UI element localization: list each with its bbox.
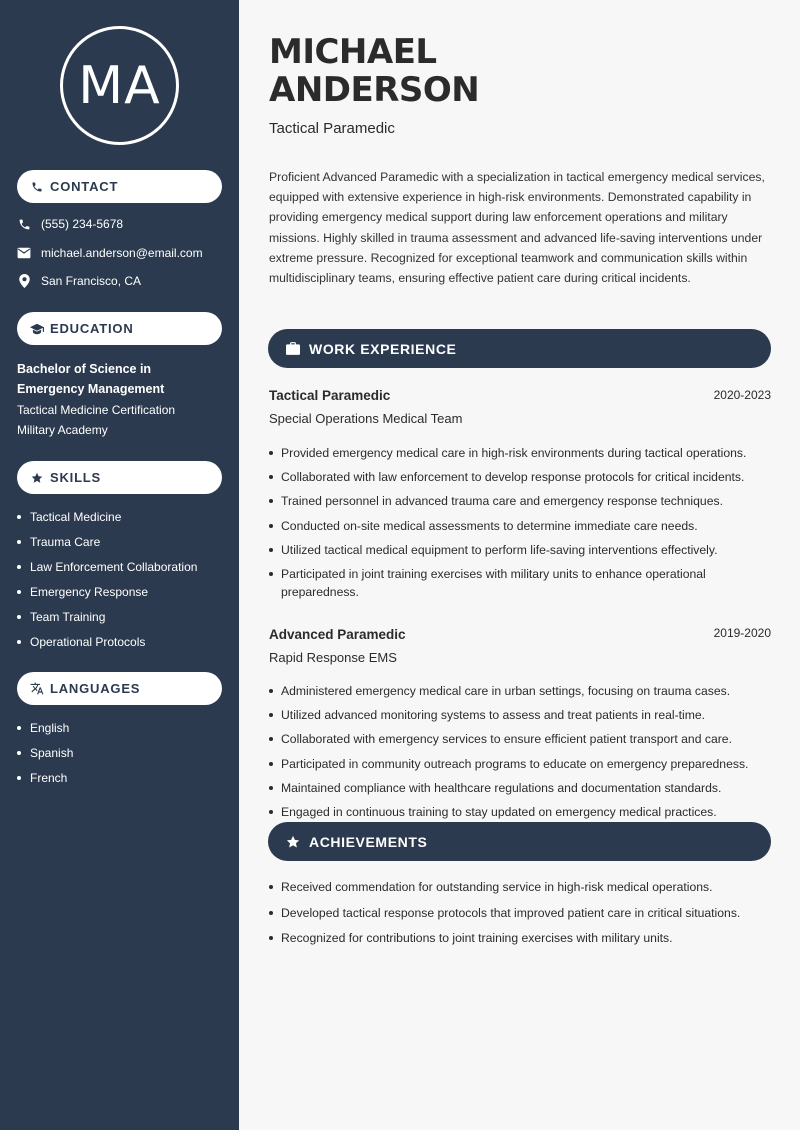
job-organization: Special Operations Medical Team: [269, 411, 463, 426]
job-title: Tactical Paramedic: [269, 120, 395, 137]
list-item: Utilized tactical medical equipment to perform life-saving interventions effectively.: [269, 541, 779, 559]
languages-heading: LANGUAGES: [50, 681, 141, 696]
education-heading: EDUCATION: [50, 321, 134, 336]
translate-icon: [30, 682, 44, 696]
star-icon: [30, 471, 44, 485]
list-item: Recognized for contributions to joint training exercises with military units.: [269, 929, 779, 947]
list-item: Received commendation for outstanding service in high-risk medical operations.: [269, 878, 779, 896]
list-item: Developed tactical response protocols that improved patient care in critical situations.: [269, 904, 779, 922]
profile-summary: Proficient Advanced Paramedic with a specialization in tactical emergency medical services, equipped with extensive experience in high-risk environments. Demonstrated capability in providing emergency medical support during law enforcement operations and military missions. Highly skilled in trauma assessment and advanced life-saving interventions under extreme pressure. Recognized for exceptional teamwork and communication skills within multidisciplinary teams, ensuring effective patient care during critical incidents.: [269, 170, 765, 286]
skills-heading-pill: [17, 461, 222, 494]
list-item: Provided emergency medical care in high-risk environments during tactical operations.: [269, 444, 779, 462]
achievements-heading: ACHIEVEMENTS: [309, 833, 428, 850]
list-item: Trained personnel in advanced trauma care and emergency response techniques.: [269, 492, 779, 510]
language-item: Spanish: [17, 745, 73, 770]
skill-item: Tactical Medicine: [17, 509, 197, 534]
briefcase-icon: [285, 341, 300, 356]
star-icon: [285, 834, 300, 849]
list-item: Collaborated with law enforcement to develop response protocols for critical incidents.: [269, 468, 779, 486]
work-experience-heading: WORK EXPERIENCE: [309, 340, 457, 357]
education-degree: Bachelor of Science in Emergency Management: [17, 362, 165, 396]
contact-phone[interactable]: (555) 234-5678: [41, 217, 124, 231]
mail-icon: [17, 246, 31, 260]
languages-list: [17, 720, 73, 795]
skill-item: Law Enforcement Collaboration: [17, 559, 197, 584]
location-pin-icon: [17, 274, 31, 288]
list-item: Participated in joint training exercises with military units to enhance operational preparedness.: [269, 565, 779, 601]
skill-item: Operational Protocols: [17, 634, 197, 659]
achievements-heading-bar: [268, 822, 771, 861]
contact-location: San Francisco, CA: [41, 274, 142, 288]
contact-phone-row: [17, 217, 123, 231]
skills-list: [17, 509, 197, 659]
job-organization: Rapid Response EMS: [269, 650, 397, 665]
skill-item: Trauma Care: [17, 534, 197, 559]
list-item: Administered emergency medical care in urban settings, focusing on trauma cases.: [269, 682, 779, 700]
languages-heading-pill: [17, 672, 222, 705]
language-item: French: [17, 770, 73, 795]
skills-heading: SKILLS: [50, 470, 102, 485]
education-heading-pill: [17, 312, 222, 345]
contact-email-row: [17, 246, 203, 260]
list-item: Conducted on-site medical assessments to determine immediate care needs.: [269, 517, 779, 535]
sidebar: [0, 0, 239, 1130]
list-item: Participated in community outreach programs to educate on emergency preparedness.: [269, 755, 779, 773]
phone-icon: [30, 180, 44, 194]
job-dates: 2019-2020: [713, 626, 771, 640]
candidate-name: MICHAEL ANDERSON: [269, 32, 480, 110]
list-item: Maintained compliance with healthcare regulations and documentation standards.: [269, 779, 779, 797]
job-role: Advanced Paramedic: [269, 627, 406, 642]
list-item: Engaged in continuous training to stay updated on emergency medical practices.: [269, 803, 779, 821]
education-line: Military Academy: [17, 423, 108, 437]
education-line: Tactical Medicine Certification: [17, 403, 176, 417]
contact-heading-pill: [17, 170, 222, 203]
list-item: Utilized advanced monitoring systems to assess and treat patients in real-time.: [269, 706, 779, 724]
contact-location-row: [17, 274, 141, 288]
monogram-initials: MA: [78, 55, 161, 116]
skill-item: Team Training: [17, 609, 197, 634]
language-item: English: [17, 720, 73, 745]
job-bullets: [269, 444, 779, 607]
phone-icon: [17, 217, 31, 231]
job-role: Tactical Paramedic: [269, 388, 391, 403]
job-dates: 2020-2023: [713, 388, 771, 402]
work-experience-heading-bar: [268, 329, 771, 368]
graduation-cap-icon: [30, 322, 44, 336]
contact-email[interactable]: michael.anderson@email.com: [41, 246, 203, 260]
contact-heading: CONTACT: [50, 179, 119, 194]
skill-item: Emergency Response: [17, 584, 197, 609]
achievements-list: [269, 878, 779, 955]
list-item: Collaborated with emergency services to ensure efficient patient transport and care.: [269, 730, 779, 748]
monogram-circle: [60, 26, 179, 145]
job-bullets: [269, 682, 779, 827]
